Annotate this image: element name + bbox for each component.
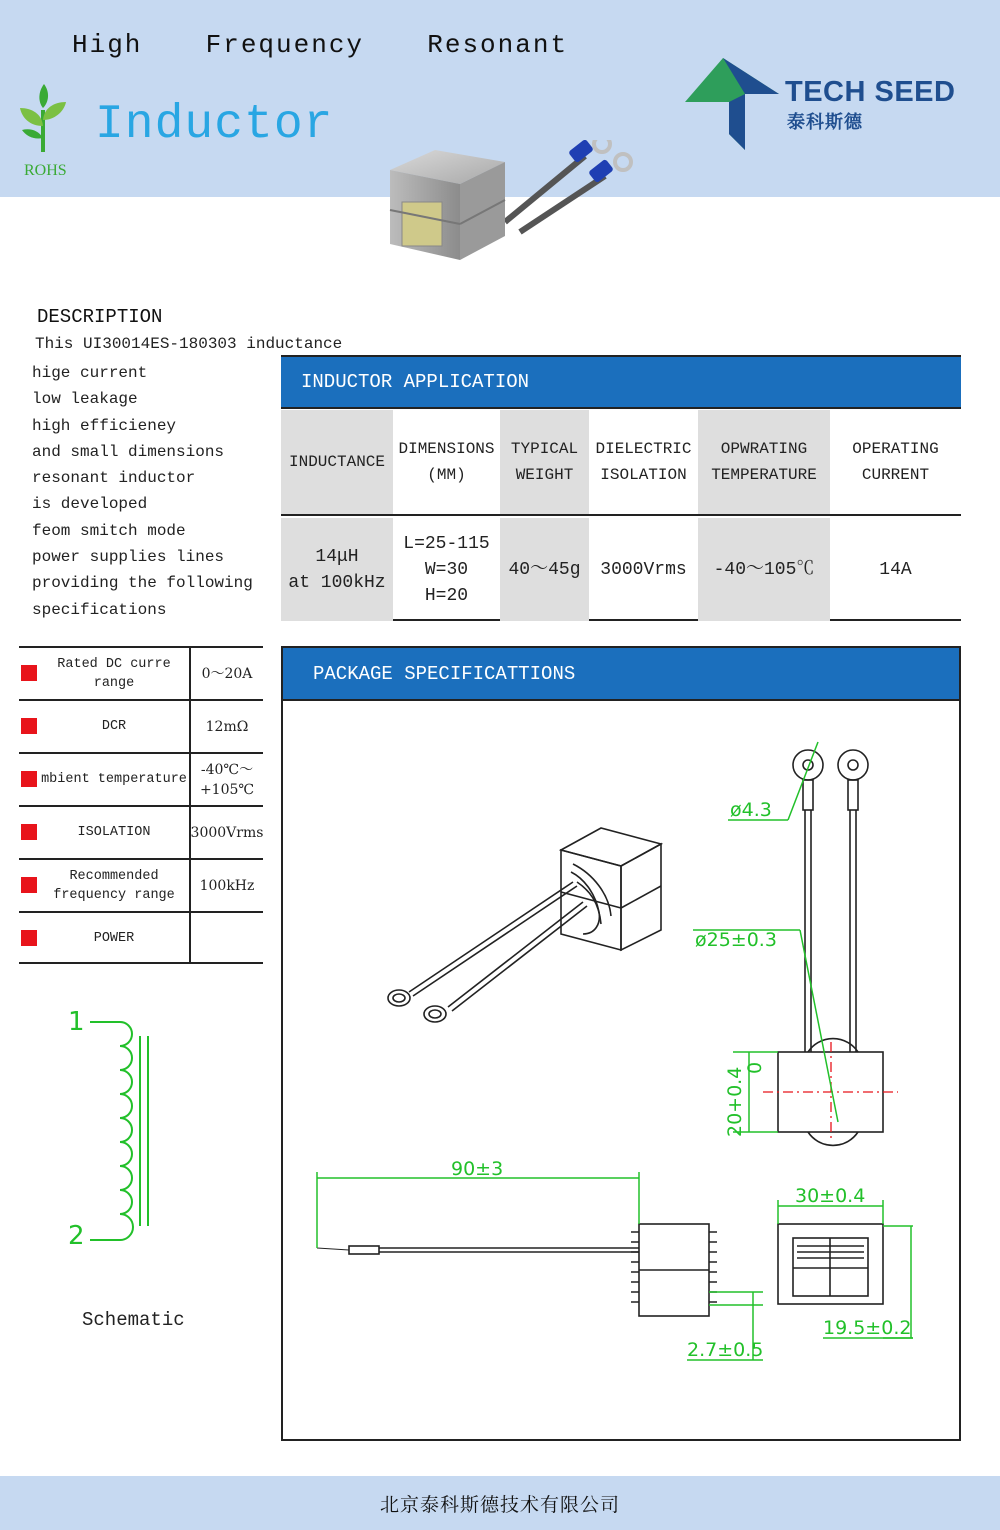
value-isolation: 3000Vrms [600, 559, 687, 580]
inductor-application-table [281, 355, 961, 621]
rohs-leaf-icon [18, 82, 68, 154]
page-title: Inductor [95, 98, 334, 152]
description-line: and small dimensions [32, 442, 225, 461]
spec-label: Recommended frequency range [53, 868, 175, 903]
spec-value: -40℃～ +105℃ [199, 761, 255, 798]
side-view [317, 1224, 717, 1316]
value-weight: 40～45g [500, 518, 589, 621]
application-value-row [281, 518, 961, 621]
spec-row [19, 858, 263, 911]
spec-value [191, 913, 263, 964]
value-dimensions: L=25-115 W=30 H=20 [403, 533, 490, 606]
spec-value: 0～20A [201, 665, 253, 682]
red-square-icon [21, 771, 37, 787]
spec-value: 3000Vrms [190, 824, 264, 841]
header-dimensions: DIMENSIONS (MM) [398, 440, 495, 484]
spec-label: DCR [101, 719, 127, 734]
rohs-label: ROHS [24, 162, 67, 179]
isometric-sketch [388, 828, 661, 1022]
description-line: specifications [32, 600, 167, 619]
inductor-photo [380, 140, 680, 300]
value-current: 14A [879, 559, 912, 580]
header-isolation: DIELECTRIC ISOLATION [595, 440, 692, 484]
spec-row [19, 911, 263, 964]
value-temperature: -40～105℃ [698, 518, 830, 621]
spec-list [19, 646, 263, 964]
red-square-icon [21, 930, 37, 946]
end-view [778, 1224, 883, 1304]
lead-length-dimension: 90±3 [451, 1158, 504, 1180]
description-lines [32, 360, 253, 623]
logo-name: TECH SEED [785, 76, 956, 108]
spec-label: Rated DC curre range [57, 656, 171, 691]
description-title: DESCRIPTION [37, 306, 163, 328]
package-title: PACKAGE SPECIFICATTIONS [283, 648, 959, 701]
schematic-diagram [60, 1000, 180, 1260]
spec-row [19, 699, 263, 752]
description-line: hige current [32, 364, 148, 382]
spec-label: mbient temperature [41, 772, 187, 787]
header-weight: TYPICAL WEIGHT [500, 410, 589, 514]
description-line: is developed [32, 495, 148, 514]
red-square-icon [21, 824, 37, 840]
side-dimensions [317, 1172, 763, 1360]
page-title-line1: High Frequency Resonant [72, 30, 569, 60]
application-header-row [281, 410, 961, 516]
spec-label: ISOLATION [77, 825, 151, 840]
spec-row [19, 646, 263, 699]
value-inductance: 14μH at 100kHz [281, 518, 393, 621]
spec-value: 12mΩ [205, 718, 249, 735]
pin-offset-dimension: 2.7±0.5 [687, 1339, 764, 1361]
logo-name-cn: 泰科斯德 [787, 112, 863, 133]
footer-band [0, 1476, 1000, 1530]
pin-1-label: 1 [68, 1007, 85, 1037]
ring-hole-dimension: ø4.3 [730, 799, 772, 821]
depth-dimension: 19.5±0.2 [823, 1317, 912, 1339]
description-line: providing the following [32, 574, 253, 593]
header-inductance: INDUCTANCE [281, 410, 393, 514]
lead-diameter-dimension: ø25±0.3 [695, 929, 777, 951]
description-line: low leakage [32, 390, 138, 409]
company-name: 北京泰科斯德技术有限公司 [379, 1493, 620, 1516]
header-temperature: OPWRATING TEMPERATURE [698, 410, 830, 514]
spec-label: POWER [93, 931, 135, 946]
package-specifications-panel [281, 646, 961, 1441]
package-drawing [283, 702, 959, 1439]
red-square-icon [21, 877, 37, 893]
application-table-title: INDUCTOR APPLICATION [281, 357, 961, 409]
schematic-caption: Schematic [82, 1309, 185, 1331]
pin-2-label: 2 [68, 1221, 85, 1251]
spec-value: 100kHz [199, 877, 255, 894]
description-line: feom smitch mode [32, 521, 186, 540]
height-lower-tolerance: 0 [744, 1061, 766, 1074]
red-square-icon [21, 665, 37, 681]
spec-row [19, 805, 263, 858]
red-square-icon [21, 718, 37, 734]
width-dimension: 30±0.4 [795, 1185, 866, 1207]
description-line: power supplies lines [32, 548, 225, 567]
spec-row [19, 752, 263, 805]
description-line: high efficieney [32, 416, 177, 435]
description-line: resonant inductor [32, 469, 196, 488]
height-dimension: 20+0.4 [724, 1066, 746, 1137]
header-current: OPERATING CURRENT [852, 440, 939, 484]
description-first-line: This UI30014ES-180303 inductance [35, 335, 343, 353]
